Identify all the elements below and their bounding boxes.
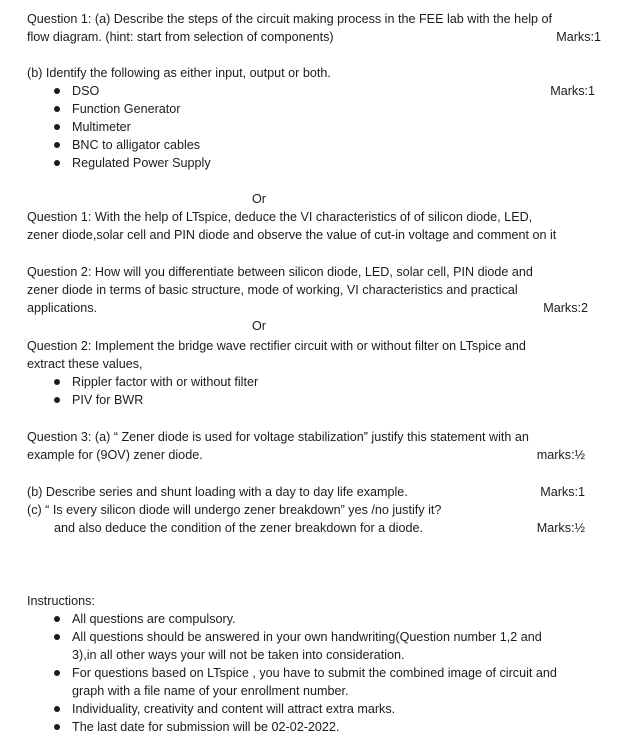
q1alt-line2: zener diode,solar cell and PIN diode and observe the value of cut-in voltage and comment on it <box>27 228 557 242</box>
bullet-icon <box>54 106 60 112</box>
instruction-item: Individuality, creativity and content will attract extra marks. <box>72 702 396 716</box>
q3-marks-b: Marks:1 <box>540 485 585 499</box>
q3-b: (b) Describe series and shunt loading with a day to day life example. <box>27 485 408 499</box>
or-separator: Or <box>252 319 266 333</box>
instruction-item: For questions based on LTspice , you have to submit the combined image of circuit and <box>72 666 557 680</box>
or-separator: Or <box>252 192 266 206</box>
instruction-item: All questions should be answered in your own handwriting(Question number 1,2 and <box>72 630 542 644</box>
q3-marks-c: Marks:½ <box>536 521 585 535</box>
q1-item: DSO <box>72 84 100 98</box>
q1-item: Regulated Power Supply <box>72 156 211 170</box>
bullet-icon <box>54 724 60 730</box>
q1-item: BNC to alligator cables <box>72 138 201 152</box>
q3-c-line1: (c) “ Is every silicon diode will undergo zener breakdown” yes /no justify it? <box>27 503 442 517</box>
bullet-icon <box>54 88 60 94</box>
q1alt-line1: Question 1: With the help of LTspice, deduce the VI characteristics of of silicon diode, LED, <box>27 210 533 224</box>
q1-b-intro: (b) Identify the following as either input, output or both. <box>27 66 331 80</box>
instructions-title: Instructions: <box>27 594 95 608</box>
instruction-item-cont: graph with a file name of your enrollment number. <box>72 684 349 698</box>
bullet-icon <box>54 142 60 148</box>
q2-line1: Question 2: How will you differentiate between silicon diode, LED, solar cell, PIN diode and <box>27 265 533 279</box>
bullet-icon <box>54 397 60 403</box>
q2alt-item: PIV for BWR <box>72 393 144 407</box>
instruction-item: All questions are compulsory. <box>72 612 236 626</box>
q3-marks-a: marks:½ <box>536 448 585 462</box>
q2-line3: applications. <box>27 301 98 315</box>
q1-marks-a: Marks:1 <box>556 30 601 44</box>
q1-item: Function Generator <box>72 102 181 116</box>
bullet-icon <box>54 379 60 385</box>
q2alt-item: Rippler factor with or without filter <box>72 375 259 389</box>
bullet-icon <box>54 160 60 166</box>
q3-line2: example for (9OV) zener diode. <box>27 448 203 462</box>
q2alt-line1: Question 2: Implement the bridge wave rectifier circuit with or without filter on LTspice and <box>27 339 526 353</box>
q1-item: Multimeter <box>72 120 131 134</box>
q1-marks-b: Marks:1 <box>550 84 595 98</box>
q2-line2: zener diode in terms of basic structure, mode of working, VI characteristics and practical <box>27 283 518 297</box>
bullet-icon <box>54 124 60 130</box>
q3-line1: Question 3: (a) “ Zener diode is used for voltage stabilization” justify this statement with an <box>27 430 529 444</box>
q1-line2: flow diagram. (hint: start from selection of components) <box>27 30 334 44</box>
bullet-icon <box>54 634 60 640</box>
q2alt-line2: extract these values, <box>27 357 143 371</box>
bullet-icon <box>54 706 60 712</box>
q1-line1: Question 1: (a) Describe the steps of the circuit making process in the FEE lab with the help of <box>27 12 552 26</box>
bullet-icon <box>54 670 60 676</box>
instruction-item-cont: 3),in all other ways your will not be taken into consideration. <box>72 648 405 662</box>
bullet-icon <box>54 616 60 622</box>
q2-marks: Marks:2 <box>543 301 588 315</box>
instruction-item: The last date for submission will be 02-02-2022. <box>72 720 340 734</box>
q3-c-line2: and also deduce the condition of the zener breakdown for a diode. <box>54 521 423 535</box>
